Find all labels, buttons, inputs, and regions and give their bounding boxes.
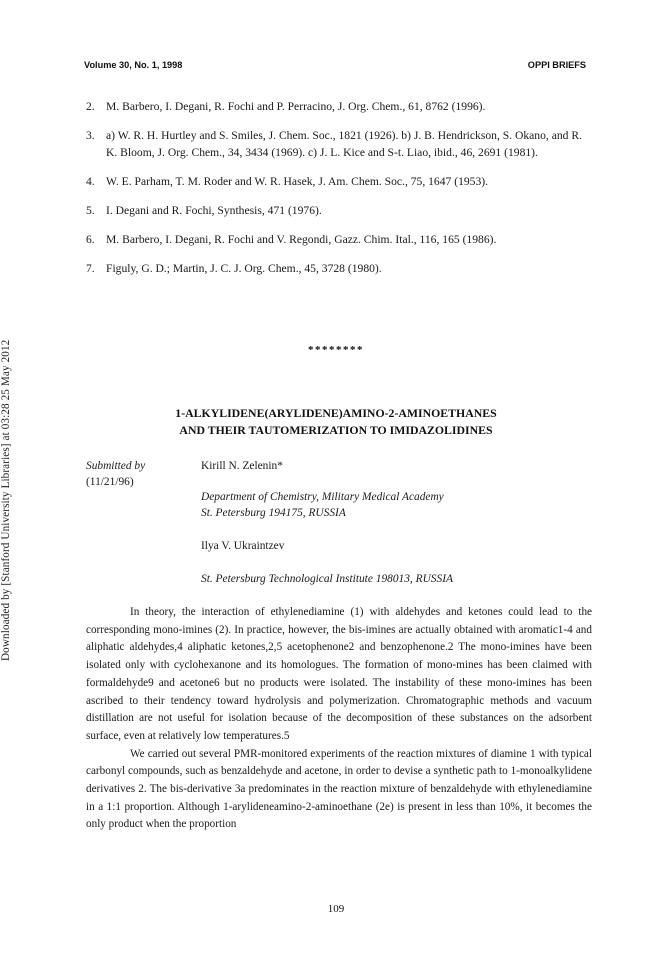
reference-text: Figuly, G. D.; Martin, J. C. J. Org. Chem., 45, 3728 (1980). [106, 262, 382, 275]
reference-number: 6. [86, 233, 95, 246]
reference-number: 5. [86, 204, 95, 217]
body-paragraph: In theory, the interaction of ethylenediamine (1) with aldehydes and ketones could lead to the corresponding mono-imines (2). In practice, however, the bis-imines are actually obtained with aromatic1-4 and aliphatic aldehydes,4 aliphatic ketones,2,5 acetophenone2 and benzophenone.2 The mono-imines have been isolated only with cyclohexanone and its homologues. The formation of mono-mines has been claimed with formaldehyde9 and acetone6 but no products were isolated. The instability of these mono-imines has been ascribed to their tendency toward hydrolysis and polymerization. Chromatographic methods and vacuum distillation are not useful for isolation because of the decomposition of these substances on the adsorbent surface, even at relatively low temperatures.5 [86, 606, 592, 742]
reference-number: 7. [86, 262, 95, 275]
reference-item [86, 260, 592, 277]
reference-item [86, 98, 592, 115]
reference-item [86, 173, 592, 190]
section-separator: ******** [308, 344, 364, 356]
article-title [0, 405, 672, 439]
reference-text: I. Degani and R. Fochi, Synthesis, 471 (1976). [106, 204, 322, 217]
author-name: Ilya V. Ukraintzev [201, 540, 285, 552]
reference-text: M. Barbero, I. Degani, R. Fochi and V. Regondi, Gazz. Chim. Ital., 116, 165 (1986). [106, 233, 497, 246]
submitted-label: Submitted by [86, 460, 146, 472]
author-affiliation: Department of Chemistry, Military Medical Academy [201, 491, 444, 503]
header-volume: Volume 30, No. 1, 1998 [84, 60, 183, 70]
reference-list [86, 98, 592, 289]
reference-number: 3. [86, 129, 95, 142]
reference-number: 4. [86, 175, 95, 188]
header-journal: OPPI BRIEFS [527, 60, 586, 70]
author-name: Kirill N. Zelenin* [201, 460, 283, 472]
author-affiliation: St. Petersburg Technological Institute 198013, RUSSIA [201, 573, 453, 585]
reference-text: M. Barbero, I. Degani, R. Fochi and P. Perracino, J. Org. Chem., 61, 8762 (1996). [106, 100, 486, 113]
download-watermark-text: Downloaded by [Stanford University Libraries] at 03:28 25 May 2012 [0, 339, 12, 661]
page-number: 109 [327, 903, 345, 915]
running-header [84, 60, 586, 70]
title-line-2: AND THEIR TAUTOMERIZATION TO IMIDAZOLIDINES [179, 423, 493, 437]
reference-number: 2. [86, 100, 95, 113]
title-line-1: 1-ALKYLIDENE(ARYLIDENE)AMINO-2-AMINOETHANES [175, 406, 497, 420]
submission-info [86, 458, 145, 490]
author-affiliation: St. Petersburg 194175, RUSSIA [201, 507, 346, 519]
reference-item [86, 127, 592, 161]
reference-text: W. E. Parham, T. M. Roder and W. R. Hasek, J. Am. Chem. Soc., 75, 1647 (1953). [106, 175, 489, 188]
reference-text: a) W. R. H. Hurtley and S. Smiles, J. Chem. Soc., 1821 (1926). b) J. B. Hendrickson, S. Okano, and R. K. Bloom, J. Org. Chem., 34, 3434 (1969). c) J. L. Kice and S-t. Liao, ibid., 46, 2691 (1981). [106, 129, 582, 159]
submitted-date: (11/21/96) [86, 476, 134, 488]
article-body [86, 604, 592, 834]
reference-item [86, 202, 592, 219]
reference-item [86, 231, 592, 248]
body-paragraph: We carried out several PMR-monitored experiments of the reaction mixtures of diamine 1 with typical carbonyl compounds, such as benzaldehyde and acetone, in order to devise a synthetic path to 1-monoalkylidene derivatives 2. The bis-derivative 3a predominates in the reaction mixture of benzaldehyde with ethylenediamine in a 1:1 proportion. Although 1-arylideneamino-2-aminoethane (2e) is present in less than 10%, it becomes the only product when the proportion [86, 747, 592, 831]
